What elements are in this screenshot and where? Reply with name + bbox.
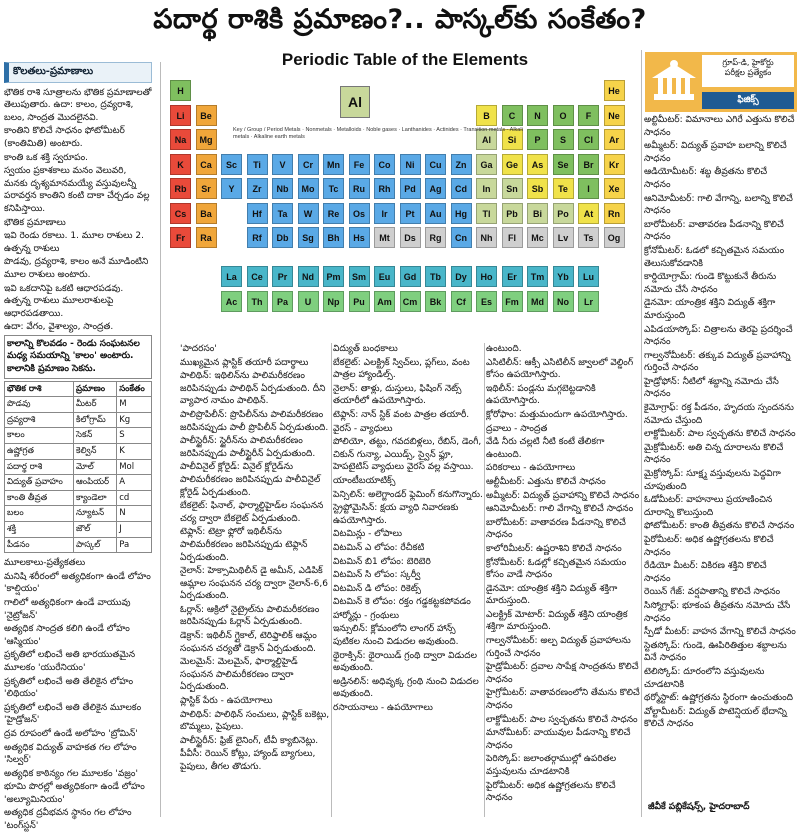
element-cell: Mn <box>323 154 344 175</box>
periodic-table <box>170 68 640 338</box>
element-cell: Lr <box>578 291 599 312</box>
element-cell: K <box>170 154 191 175</box>
element-cell: Rf <box>247 227 268 248</box>
paragraph: బేకలైట్: ఎలక్ట్రిక్ స్విచ్‌లు, ప్లగ్‌లు, వంట పాత్రల హ్యాండిల్స్. <box>333 357 470 381</box>
element-cell: Es <box>476 291 497 312</box>
paragraph: టెఫ్లాన్: టెట్రా ఫ్లోరో ఇథిలీన్‌ను పాలిమరీకరణం జరిపినప్పుడు టెఫ్లాన్ ఏర్పడుతుంది. <box>180 527 308 563</box>
table-header-cell: ప్రమాణం <box>73 381 116 397</box>
paragraph: విటమిన్ కె లోపం: రక్తం గడ్డకట్టకపోవడం <box>333 597 471 608</box>
element-cell: U <box>298 291 319 312</box>
element-cell: Os <box>349 203 370 224</box>
element-cell: Nh <box>476 227 497 248</box>
paragraph: పెరిస్కోప్: జలాంతర్గాముల్లో ఉపరితల వస్తువులను చూడటానికి <box>486 754 617 777</box>
table-cell: A <box>117 475 152 491</box>
element-cell: Rg <box>425 227 446 248</box>
table-cell: సెకన్ <box>73 428 116 444</box>
table-row <box>5 522 152 538</box>
table-cell: ఆంపియర్ <box>73 475 116 491</box>
element-cell: Ag <box>425 178 446 199</box>
table-cell: Kg <box>117 412 152 428</box>
paragraph: లాక్టోమీటర్: పాల స్వచ్ఛతను కొలిచే సాధనం <box>644 429 796 440</box>
paragraph: ఆల్టీమీటర్: ఎత్తును కొలిచే సాధనం <box>486 476 606 487</box>
element-cell: Db <box>272 227 293 248</box>
paragraph: స్ట్రెప్టోమైసిన్: క్షయ వ్యాధి నివారణకు ఉపయోగిస్తారు. <box>333 503 459 526</box>
element-cell: Ra <box>196 227 217 248</box>
element-cell: Tb <box>425 266 446 287</box>
table-cell: పాస్కల్ <box>73 537 116 553</box>
element-cell: Cf <box>451 291 472 312</box>
paragraph: కైమోగ్రాఫ్: రక్త పీడనం, హృదయ స్పందనను నమోదు చేస్తుంది <box>644 403 794 426</box>
element-cell: S <box>553 129 574 150</box>
element-cell: Hf <box>247 203 268 224</box>
table-cell: K <box>117 444 152 460</box>
paragraph: ఆడియోమీటర్: శబ్ద తీవ్రతను కొలిచే సాధనం <box>644 167 768 190</box>
left-column <box>4 62 152 832</box>
paragraph: ప్రకృతిలో లభించే అతి తేలికైన లోహం 'లిథియం' <box>4 676 134 700</box>
element-cell: Cs <box>170 203 191 224</box>
paragraph: ఇవి ఒకదానిపై ఒకటి ఆధారపడవు. ఉత్పన్న రాశులు మూలరాశులపై ఆధారపడతాయి. <box>4 283 124 319</box>
table-cell: మీటర్ <box>73 397 116 413</box>
element-cell: Yb <box>553 266 574 287</box>
paragraph: బారోమీటర్: వాతావరణ పీడనాన్ని కొలిచే సాధనం <box>486 517 626 541</box>
paragraph: అత్యధిక కాఠిన్యం గల మూలకం 'వజ్రం' <box>4 768 138 779</box>
element-cell: Ga <box>476 154 497 175</box>
badge-subject: ఫిజిక్స్ <box>702 92 794 109</box>
paragraph: సిస్మోగ్రాఫ్: భూకంప తీవ్రతను నమోదు చేసే సాధనం <box>644 600 791 624</box>
paragraph: పెన్సిలిన్: అలెగ్జాండర్ ఫ్లెమింగ్ కనుగొన్నారు. <box>333 489 483 500</box>
paragraph: పైరోమీటర్: అధిక ఉష్ణోగ్రతలను కొలిచే సాధనం <box>644 535 774 558</box>
paragraph: ఇవి రెండు రకాలు. 1. మూల రాశులు 2. ఉత్పన్న రాశులు <box>4 231 144 254</box>
table-row <box>5 537 152 553</box>
element-cell: Pd <box>400 178 421 199</box>
paragraph: గాల్వనోమీటర్: తక్కువ విద్యుత్ ప్రవాహాన్ని గుర్తించే సాధనం <box>644 350 791 374</box>
element-cell: Ir <box>374 203 395 224</box>
left-paragraphs <box>4 87 152 334</box>
paragraph: హార్మోన్లు - గ్రంథులు <box>333 610 400 621</box>
element-cell: Bk <box>425 291 446 312</box>
paragraph: స్పీడో మీటర్: వాహన వేగాన్ని కొలిచే సాధనం <box>644 627 796 638</box>
element-cell: Nb <box>272 178 293 199</box>
element-cell: As <box>527 154 548 175</box>
paragraph: పాలిప్రొపిలీన్: ప్రొపిలీన్‌ను పాలిమరీకరణం జరిపినప్పుడు పాలీ ప్రొపిలీన్ ఏర్పడుతుంది. <box>180 409 329 433</box>
table-cell: మోల్ <box>73 459 116 475</box>
paragraph: భూమి పొరల్లో అత్యధికంగా ఉండే లోహం 'అల్యూమినియం' <box>4 782 145 805</box>
paragraph: ఫోటోమీటర్: కాంతి తీవ్రతను కొలిచే సాధనం <box>644 521 795 532</box>
element-cell: Cl <box>578 129 599 150</box>
element-cell: Ts <box>578 227 599 248</box>
element-cell: Sn <box>502 178 523 199</box>
table-cell: కాలం <box>5 428 74 444</box>
element-cell: O <box>553 105 574 126</box>
element-cell: Kr <box>604 154 625 175</box>
element-cell: P <box>527 129 548 150</box>
paragraph: హైడ్రోమీటర్: ద్రవాల సాపేక్ష సాంద్రతను కొలిచే సాధనం <box>486 662 639 685</box>
paragraph: పైరోమీటర్: అధిక ఉష్ణోగ్రతలను కొలిచే సాధనం <box>486 780 616 804</box>
paragraph: ముఖ్యమైన ప్లాస్టిక్ తయారీ పదార్థాలు <box>180 357 309 368</box>
paragraph: రసాయనాలు - ఉపయోగాలు <box>333 703 433 714</box>
paragraph: క్లోరోఫాం: మత్తుమందుగా ఉపయోగిస్తారు. <box>486 409 628 420</box>
paragraph: యాంటీబయాటిక్స్ <box>333 475 396 486</box>
paragraph: విటమిన్ సి లోపం: స్కర్వీ <box>333 570 421 581</box>
headline: పదార్థ రాశికి ప్రమాణం?.. పాస్కల్‌కు సంకేతం? <box>153 4 647 35</box>
element-cell: Au <box>425 203 446 224</box>
paragraph: ప్రకృతిలో లభించే అతి తేలికైన మూలకం 'హైడ్రోజన్' <box>4 702 142 726</box>
element-cell: Se <box>553 154 574 175</box>
element-cell: Te <box>553 178 574 199</box>
paragraph: వైరస్ - వ్యాధులు <box>333 423 393 434</box>
element-cell: Hg <box>451 203 472 224</box>
paragraph: క్రోనోమీటర్: ఓడలో కచ్చితమైన సమయం తెలుసుకోవడానికి <box>644 245 785 269</box>
paragraph: విటమిన్లు - లోపాలు <box>333 529 402 540</box>
paragraph: ఇథిలీన్: పండ్లను మగ్గబెట్టడానికి ఉపయోగిస్తారు. <box>486 383 596 407</box>
paragraph: మెలమైన్: మెలమైన్, ఫార్మాల్డిహైడ్ సంఘనన పాలిమరీకరణం ద్వారా ఏర్పడుతుంది. <box>180 657 298 693</box>
element-cell: La <box>221 266 242 287</box>
paragraph: హైగ్రోమీటర్: వాతావరణంలోని తేమను కొలిచే సాధనం <box>486 688 640 712</box>
table-row <box>5 506 152 522</box>
paragraph: పాలీస్టైరీన్: స్టైరీన్‌ను పాలిమరీకరణం జరిపినప్పుడు పాలీస్టైరీన్ ఏర్పడుతుంది. <box>180 436 316 459</box>
paragraph: రేడియో మీటర్: వికిరణ శక్తిని కొలిచే సాధనం <box>644 561 767 584</box>
element-cell: Ba <box>196 203 217 224</box>
building-icon <box>648 54 700 110</box>
paragraph: అత్యధిక సాంద్రత కలిగి ఉండే లోహం 'ఆస్మియం' <box>4 624 130 647</box>
paragraph: పాలిథిన్: పాలిథిన్ సంచులు, ప్లాస్టిక్ బకెట్లు, బొమ్మలు, పైపులు. <box>180 709 330 733</box>
paragraph: ప్రకృతిలో లభించే అతి భారయుతమైన మూలకం 'యురేనియం' <box>4 650 136 673</box>
paragraph: ఆనిమోమీటర్: గాలి వేగాన్ని కొలిచే సాధనం <box>486 504 634 515</box>
paragraph: స్వయం ప్రకాశకాలు మనం వెలువరి, మనకు దృశ్యమానమయ్యే వస్తువులన్నీ పరావర్తన కాంతిని కంటి దాకా చేర్చడం వల్ల కనిపిస్తాయి. <box>4 166 150 214</box>
paragraph: పాలీవినైల్ క్లోరైడ్: వినైల్ క్లోరైడ్‌ను పాలిమరీకరణం జరిపినప్పుడు పాలీవినైల్ క్లోరైడ్ ఏర్పడుతుంది. <box>180 462 321 498</box>
table-cell: cd <box>117 490 152 506</box>
table-row <box>5 490 152 506</box>
paragraph: భౌతిక రాశి సూత్రాలను భౌతిక ప్రమాణాలతో తెలుపుతారు. ఉదా: కాలం, ద్రవ్యరాశి, బలం, సాంద్రత మొదలైనవి. <box>4 87 152 123</box>
table-row <box>5 412 152 428</box>
element-cell: B <box>476 105 497 126</box>
element-cell: Ti <box>247 154 268 175</box>
table-cell: పొడవు <box>5 397 74 413</box>
element-cell: Al <box>476 129 497 150</box>
element-cell: Br <box>578 154 599 175</box>
element-cell: Cr <box>298 154 319 175</box>
badge-line1: గ్రూప్-డి, హైకోర్టు <box>722 58 774 67</box>
paragraph: విద్యుత్ బంధకాలు <box>333 344 398 354</box>
table-cell: M <box>117 397 152 413</box>
element-cell: Am <box>374 291 395 312</box>
paragraph: టెలిస్కోప్: దూరంలోని వస్తువులను చూడటానికి <box>644 666 765 690</box>
table-row <box>5 397 152 413</box>
element-cell: C <box>502 105 523 126</box>
column-2 <box>180 343 332 817</box>
element-cell: Mg <box>196 129 217 150</box>
paragraph: పాలీస్టైరీన్: ఫ్రిజ్ లైనింగ్, టీవీ క్యాబినెట్లు. <box>180 735 319 746</box>
element-cell: Ne <box>604 105 625 126</box>
paragraph: భౌతిక ప్రమాణాలు <box>4 217 66 228</box>
paragraph: డైనమో: యాంత్రిక శక్తిని విద్యుత్ శక్తిగా మారుస్తుంది <box>644 298 776 321</box>
element-cell: Rn <box>604 203 625 224</box>
table-header-cell: భౌతిక రాశి <box>5 381 74 397</box>
element-cell: Bi <box>527 203 548 224</box>
table-cell: పదార్థ రాశి <box>5 459 74 475</box>
badge-text <box>702 55 794 87</box>
element-cell: Dy <box>451 266 472 287</box>
element-cell: N <box>527 105 548 126</box>
table-cell: జౌల్ <box>73 522 116 538</box>
table-cell: ఉష్ణోగ్రత <box>5 444 74 460</box>
paragraph: గాలిలో అత్యధికంగా ఉండే వాయువు 'నైట్రోజన్' <box>4 597 131 621</box>
element-cell: Ta <box>272 203 293 224</box>
paragraph: వేడి నీరు చల్లటి నీటి కంటే తేలికగా ఉంటుంది. <box>486 437 605 460</box>
element-cell: Ru <box>349 178 370 199</box>
table-cell: పీడనం <box>5 537 74 553</box>
element-cell: At <box>578 203 599 224</box>
column-4 <box>486 343 640 817</box>
paragraph: ఎలక్ట్రిక్ మోటార్: విద్యుత్ శక్తిని యాంత్రిక శక్తిగా మారుస్తుంది. <box>486 609 628 633</box>
element-cell: Sr <box>196 178 217 199</box>
element-cell: Sg <box>298 227 319 248</box>
element-cell: H <box>170 80 191 101</box>
element-cell: Fr <box>170 227 191 248</box>
table-cell: Pa <box>117 537 152 553</box>
element-cell: He <box>604 80 625 101</box>
key-element: Al <box>340 86 370 118</box>
element-cell: Tl <box>476 203 497 224</box>
element-cell: Rb <box>170 178 191 199</box>
table-cell: N <box>117 506 152 522</box>
element-cell: Cm <box>400 291 421 312</box>
table-cell: బలం <box>5 506 74 522</box>
paragraph: విటమిన్ డి లోపం: రికెట్స్ <box>333 583 421 594</box>
column-divider <box>331 343 332 817</box>
table-cell: Mol <box>117 459 152 475</box>
element-cell: Cn <box>451 227 472 248</box>
table-row <box>5 444 152 460</box>
element-cell: Xe <box>604 178 625 199</box>
paragraph: విటమిన్ బి1 లోపం: బెరిబెరి <box>333 556 431 567</box>
element-cell: Mc <box>527 227 548 248</box>
paragraph: థర్మోస్టాట్: ఉష్ణోగ్రతను స్థిరంగా ఉంచుతుంది <box>644 693 794 704</box>
element-cell: Lv <box>553 227 574 248</box>
element-cell: Zn <box>451 154 472 175</box>
element-cell: V <box>272 154 293 175</box>
element-cell: Sb <box>527 178 548 199</box>
paragraph: టెఫ్లాన్: నాన్ స్టిక్ వంట పాత్రల తయారీ. <box>333 409 470 420</box>
paragraph: ప్లాస్టిక్ పేరు - ఉపయోగాలు <box>180 696 273 707</box>
element-cell: Cu <box>425 154 446 175</box>
element-cell: Fm <box>502 291 523 312</box>
element-cell: Sm <box>349 266 370 287</box>
paragraph: ఓడోమీటర్: వాహనాలు ప్రయాణించిన దూరాన్ని కొలుస్తుంది <box>644 495 773 518</box>
paragraph: స్టెతస్కోప్: గుండె, ఊపిరితిత్తుల శబ్దాలను వినే సాధనం <box>644 640 787 664</box>
paragraph: మానోమీటర్: వాయువుల పీడనాన్ని కొలిచే సాధనం <box>486 728 631 751</box>
element-cell: Hs <box>349 227 370 248</box>
element-cell: F <box>578 105 599 126</box>
element-cell: Po <box>553 203 574 224</box>
element-cell: Y <box>221 178 242 199</box>
paragraph: కాంతి ఒక శక్తి స్వరూపం. <box>4 152 89 163</box>
badge-line2: పరీక్షల ప్రత్యేకం <box>724 68 772 77</box>
footer-credit: జీవీకే పబ్లికేషన్స్, హైదరాబాద్ <box>648 802 750 812</box>
paragraph: అత్యధిక విద్యుత్ వాహకత గల లోహం 'సిల్వర్' <box>4 742 137 766</box>
element-cell: Fl <box>502 227 523 248</box>
element-cell: Mt <box>374 227 395 248</box>
element-cell: Tc <box>323 178 344 199</box>
element-cell: Ds <box>400 227 421 248</box>
table-cell: కాంతి తీవ్రత <box>5 490 74 506</box>
table-row <box>5 428 152 444</box>
element-cell: Sc <box>221 154 242 175</box>
element-cell: Ho <box>476 266 497 287</box>
paragraph: అమ్మీటర్: విద్యుత్ ప్రవాహాన్ని కొలిచే సాధనం <box>486 490 640 501</box>
paragraph: అత్యధిక ద్రవీభవన స్థానం గల లోహం 'టంగ్‌స్టన్' <box>4 808 132 832</box>
paragraph: బేకలైట్: ఫినాల్, ఫార్మాల్డిహైడ్‌ల సంఘనన చర్య ద్వారా బేకలైట్ ఏర్పడుతుంది. <box>180 501 324 524</box>
element-cell: Ge <box>502 154 523 175</box>
paragraph: ఓర్లాన్: ఆక్రిలో నైట్రైల్‌ను పాలిమరీకరణం జరిపినప్పుడు ఓర్లాన్ ఏర్పడుతుంది. <box>180 604 320 628</box>
paragraph: నైలాన్: తాళ్లు, దుస్తులు, ఫిషింగ్ నెట్స్ తయారీలో ఉపయోగిస్తారు. <box>333 383 462 407</box>
element-cell: Th <box>247 291 268 312</box>
paragraph: 'పాదరసం' <box>180 344 217 354</box>
table-cell: ద్రవ్యరాశి <box>5 412 74 428</box>
element-cell: Ar <box>604 129 625 150</box>
paragraph: క్రోనోమీటర్: ఓడల్లో కచ్చితమైన సమయం కోసం వాడే సాధనం <box>486 557 627 581</box>
paragraph: ఇన్సులిన్: క్లోమంలోని లాంగర్ హాన్స్ పుటికల నుంచి విడుదల అవుతుంది. <box>333 624 459 648</box>
left-tail <box>4 557 152 832</box>
paragraph: లాక్టోమీటర్: పాల స్వచ్ఛతను కొలిచే సాధనం <box>486 714 638 725</box>
paragraph: విటమిన్ ఎ లోపం: రేచీకటి <box>333 542 425 553</box>
paragraph: మనిషి శరీరంలో అత్యధికంగా ఉండే లోహం 'కాల్షియం' <box>4 571 151 595</box>
paragraph: ద్రవ రూపంలో ఉండే అలోహం 'బ్రోమిన్' <box>4 728 138 739</box>
element-cell: Pa <box>272 291 293 312</box>
table-cell: న్యూటన్ <box>73 506 116 522</box>
element-cell: Md <box>527 291 548 312</box>
paragraph: ద్రవాలు - సాంద్రత <box>486 423 548 434</box>
paragraph: మూలకాలు-ప్రత్యేకతలు <box>4 558 86 569</box>
paragraph: కాంతిని కొలిచే సాధనం ఫోటోమీటర్ (కాంతిమితి) అంటారు. <box>4 126 125 149</box>
element-cell: Li <box>170 105 191 126</box>
element-cell: Pm <box>323 266 344 287</box>
table-row <box>5 459 152 475</box>
element-cell: Re <box>323 203 344 224</box>
paragraph: ఉదా: వేగం, వైశాల్యం, సాంద్రత. <box>4 322 114 333</box>
table-cell: శక్తి <box>5 522 74 538</box>
table-cell: S <box>117 428 152 444</box>
element-cell: Ca <box>196 154 217 175</box>
paragraph: డెక్రాన్: ఇథిలీన్ గ్లైకాల్, టెరిఫ్తాలిక్ ఆమ్లం సంఘనన చర్యతో డెక్రాన్ ఏర్పడుతుంది. <box>180 631 317 654</box>
element-cell: Fe <box>349 154 370 175</box>
paragraph: పోలియో, తట్టు, గవదబిళ్లలు, రేబిస్, డెంగీ, చికున్ గున్యా, ఎయిడ్స్, స్వైన్ ఫ్లూ, హెపటైటిస్ వ్యాధులు వైరస్ వల్ల వస్తాయి. <box>333 437 482 473</box>
paragraph: ఎపిడయాస్కోప్: చిత్రాలను తెరపై ప్రదర్శించే సాధనం <box>644 324 793 348</box>
paragraph: బారోమీటర్: వాతావరణ పీడనాన్ని కొలిచే సాధనం <box>644 219 784 243</box>
paragraph: ఎసిటిలీన్: ఆక్సీ ఎసిటిలీన్ జ్వాలలో వెల్డింగ్ కోసం ఉపయోగిస్తారు. <box>486 357 634 381</box>
element-cell: Rh <box>374 178 395 199</box>
element-cell: In <box>476 178 497 199</box>
element-cell: Co <box>374 154 395 175</box>
element-cell: Lu <box>578 266 599 287</box>
legend-text: Key / Group / Period Metals · Nonmetals · Metalloids · Noble gases · Lanthanides · Actinides · Transition metals · Alkali metals · Alkaline earth metals <box>233 127 523 140</box>
element-cell: Ni <box>400 154 421 175</box>
exam-badge <box>645 52 797 112</box>
column-divider <box>160 62 161 817</box>
element-cell: Np <box>323 291 344 312</box>
column-divider <box>641 50 642 817</box>
element-cell: Na <box>170 129 191 150</box>
paragraph: అడ్రినలిన్: అధివృక్క గ్రంథి నుంచి విడుదల అవుతుంది. <box>333 676 479 700</box>
chart-title: Periodic Table of the Elements <box>281 50 529 69</box>
element-cell: Pt <box>400 203 421 224</box>
paragraph: రెయిన్ గేజ్: వర్షపాతాన్ని కొలిచే సాధనం <box>644 587 781 598</box>
element-cell: Og <box>604 227 625 248</box>
column-3 <box>333 343 483 817</box>
paragraph: ఉంటుంది. <box>486 344 522 354</box>
section-label: కొలతలు-ప్రమాణాలు <box>4 62 152 83</box>
element-cell: Er <box>502 266 523 287</box>
paragraph: డైనమో: యాంత్రిక శక్తిని విద్యుత్ శక్తిగా మారుస్తుంది. <box>486 583 618 607</box>
element-cell: Gd <box>400 266 421 287</box>
paragraph: కాలోరిమీటర్: ఉష్ణరాశిని కొలిచే సాధనం <box>486 543 622 554</box>
paragraph: మైక్రోస్కోప్: సూక్ష్మ వస్తువులను పెద్దవిగా చూపుతుంది <box>644 469 781 492</box>
table-cell: విద్యుత్ ప్రవాహం <box>5 475 74 491</box>
paragraph: నైలాన్: హెక్సామిథిలీన్ డై అమీన్, ఎడిపిక్ ఆమ్లాల సంఘనన చర్య ద్వారా నైలాన్-6,6 ఏర్పడుతుంది. <box>180 566 328 602</box>
element-cell: W <box>298 203 319 224</box>
paragraph: కార్డియోగ్రామ్: గుండె కొట్టుకునే తీరును నమోదు చేసే సాధనం <box>644 272 777 295</box>
paragraph: అల్టిమీటర్: విమానాలు ఎగిరే ఎత్తును కొలిచే సాధనం <box>644 115 795 138</box>
paragraph: మైక్రోమీటర్: అతి చిన్న దూరాలను కొలిచే సాధనం <box>644 442 784 466</box>
table-row <box>5 475 152 491</box>
element-cell: Eu <box>374 266 395 287</box>
paragraph: పాలిథిన్: ఇథిలిన్‌ను పాలిమరీకరణం జరిపినప్పుడు పాలిథిన్ ఏర్పడుతుంది. దీని వ్యాపార నామం పాలిథిన్. <box>180 371 326 407</box>
element-cell: Ac <box>221 291 242 312</box>
element-cell: I <box>578 178 599 199</box>
right-column <box>644 114 796 817</box>
table-header-cell: సంకేతం <box>117 381 152 397</box>
element-cell: Be <box>196 105 217 126</box>
element-cell: Si <box>502 129 523 150</box>
paragraph: పరికరాలు - ఉపయోగాలు <box>486 463 576 474</box>
element-cell: Zr <box>247 178 268 199</box>
paragraph: అమ్మీటర్: విద్యుత్ ప్రవాహ బలాన్ని కొలిచే సాధనం <box>644 141 787 164</box>
table-cell: కిలోగ్రామ్ <box>73 412 116 428</box>
element-cell: Bh <box>323 227 344 248</box>
element-cell: No <box>553 291 574 312</box>
units-table <box>4 381 152 554</box>
paragraph: పొడవు, ద్రవ్యరాశి, కాలం అనే మూడింటిని మూల రాశులు అంటారు. <box>4 257 149 280</box>
paragraph: వోల్టామీటర్: విద్యుత్ పొటెన్షియల్ భేదాన్ని కొలిచే సాధనం <box>644 706 787 730</box>
element-cell: Ce <box>247 266 268 287</box>
column-divider <box>484 343 485 817</box>
paragraph: పీవీసీ: రెయిన్ కోట్లు, హ్యాండ్ బ్యాగులు, పైపులు, తీగల తొడుగు. <box>180 749 316 772</box>
element-cell: Pr <box>272 266 293 287</box>
element-cell: Cd <box>451 178 472 199</box>
table-cell: కెల్విన్ <box>73 444 116 460</box>
table-cell: J <box>117 522 152 538</box>
element-cell: Tm <box>527 266 548 287</box>
element-cell: Pu <box>349 291 370 312</box>
paragraph: గాల్వనోమీటర్: అల్ప విద్యుత్ ప్రవాహాలను గుర్తించే సాధనం <box>486 636 631 659</box>
paragraph: హైడ్రోఫోన్: నీటిలో శబ్దాన్ని నమోదు చేసే సాధనం <box>644 376 779 400</box>
element-cell: Pb <box>502 203 523 224</box>
element-cell: Nd <box>298 266 319 287</box>
paragraph: థైరాక్సిన్: థైరాయిడ్ గ్రంథి ద్వారా విడుదల అవుతుంది. <box>333 650 478 674</box>
paragraph: ఆనిమోమీటర్: గాలి వేగాన్ని, బలాన్ని కొలిచే సాధనం <box>644 193 793 217</box>
table-cell: క్యాండెలా <box>73 490 116 506</box>
element-cell: Mo <box>298 178 319 199</box>
units-intro: కాలాన్ని కొలవడం - రెండు సంఘటనల మధ్య సమయాన్ని 'కాలం' అంటారు. కాలానికి ప్రమాణం సెకను. <box>4 335 152 379</box>
